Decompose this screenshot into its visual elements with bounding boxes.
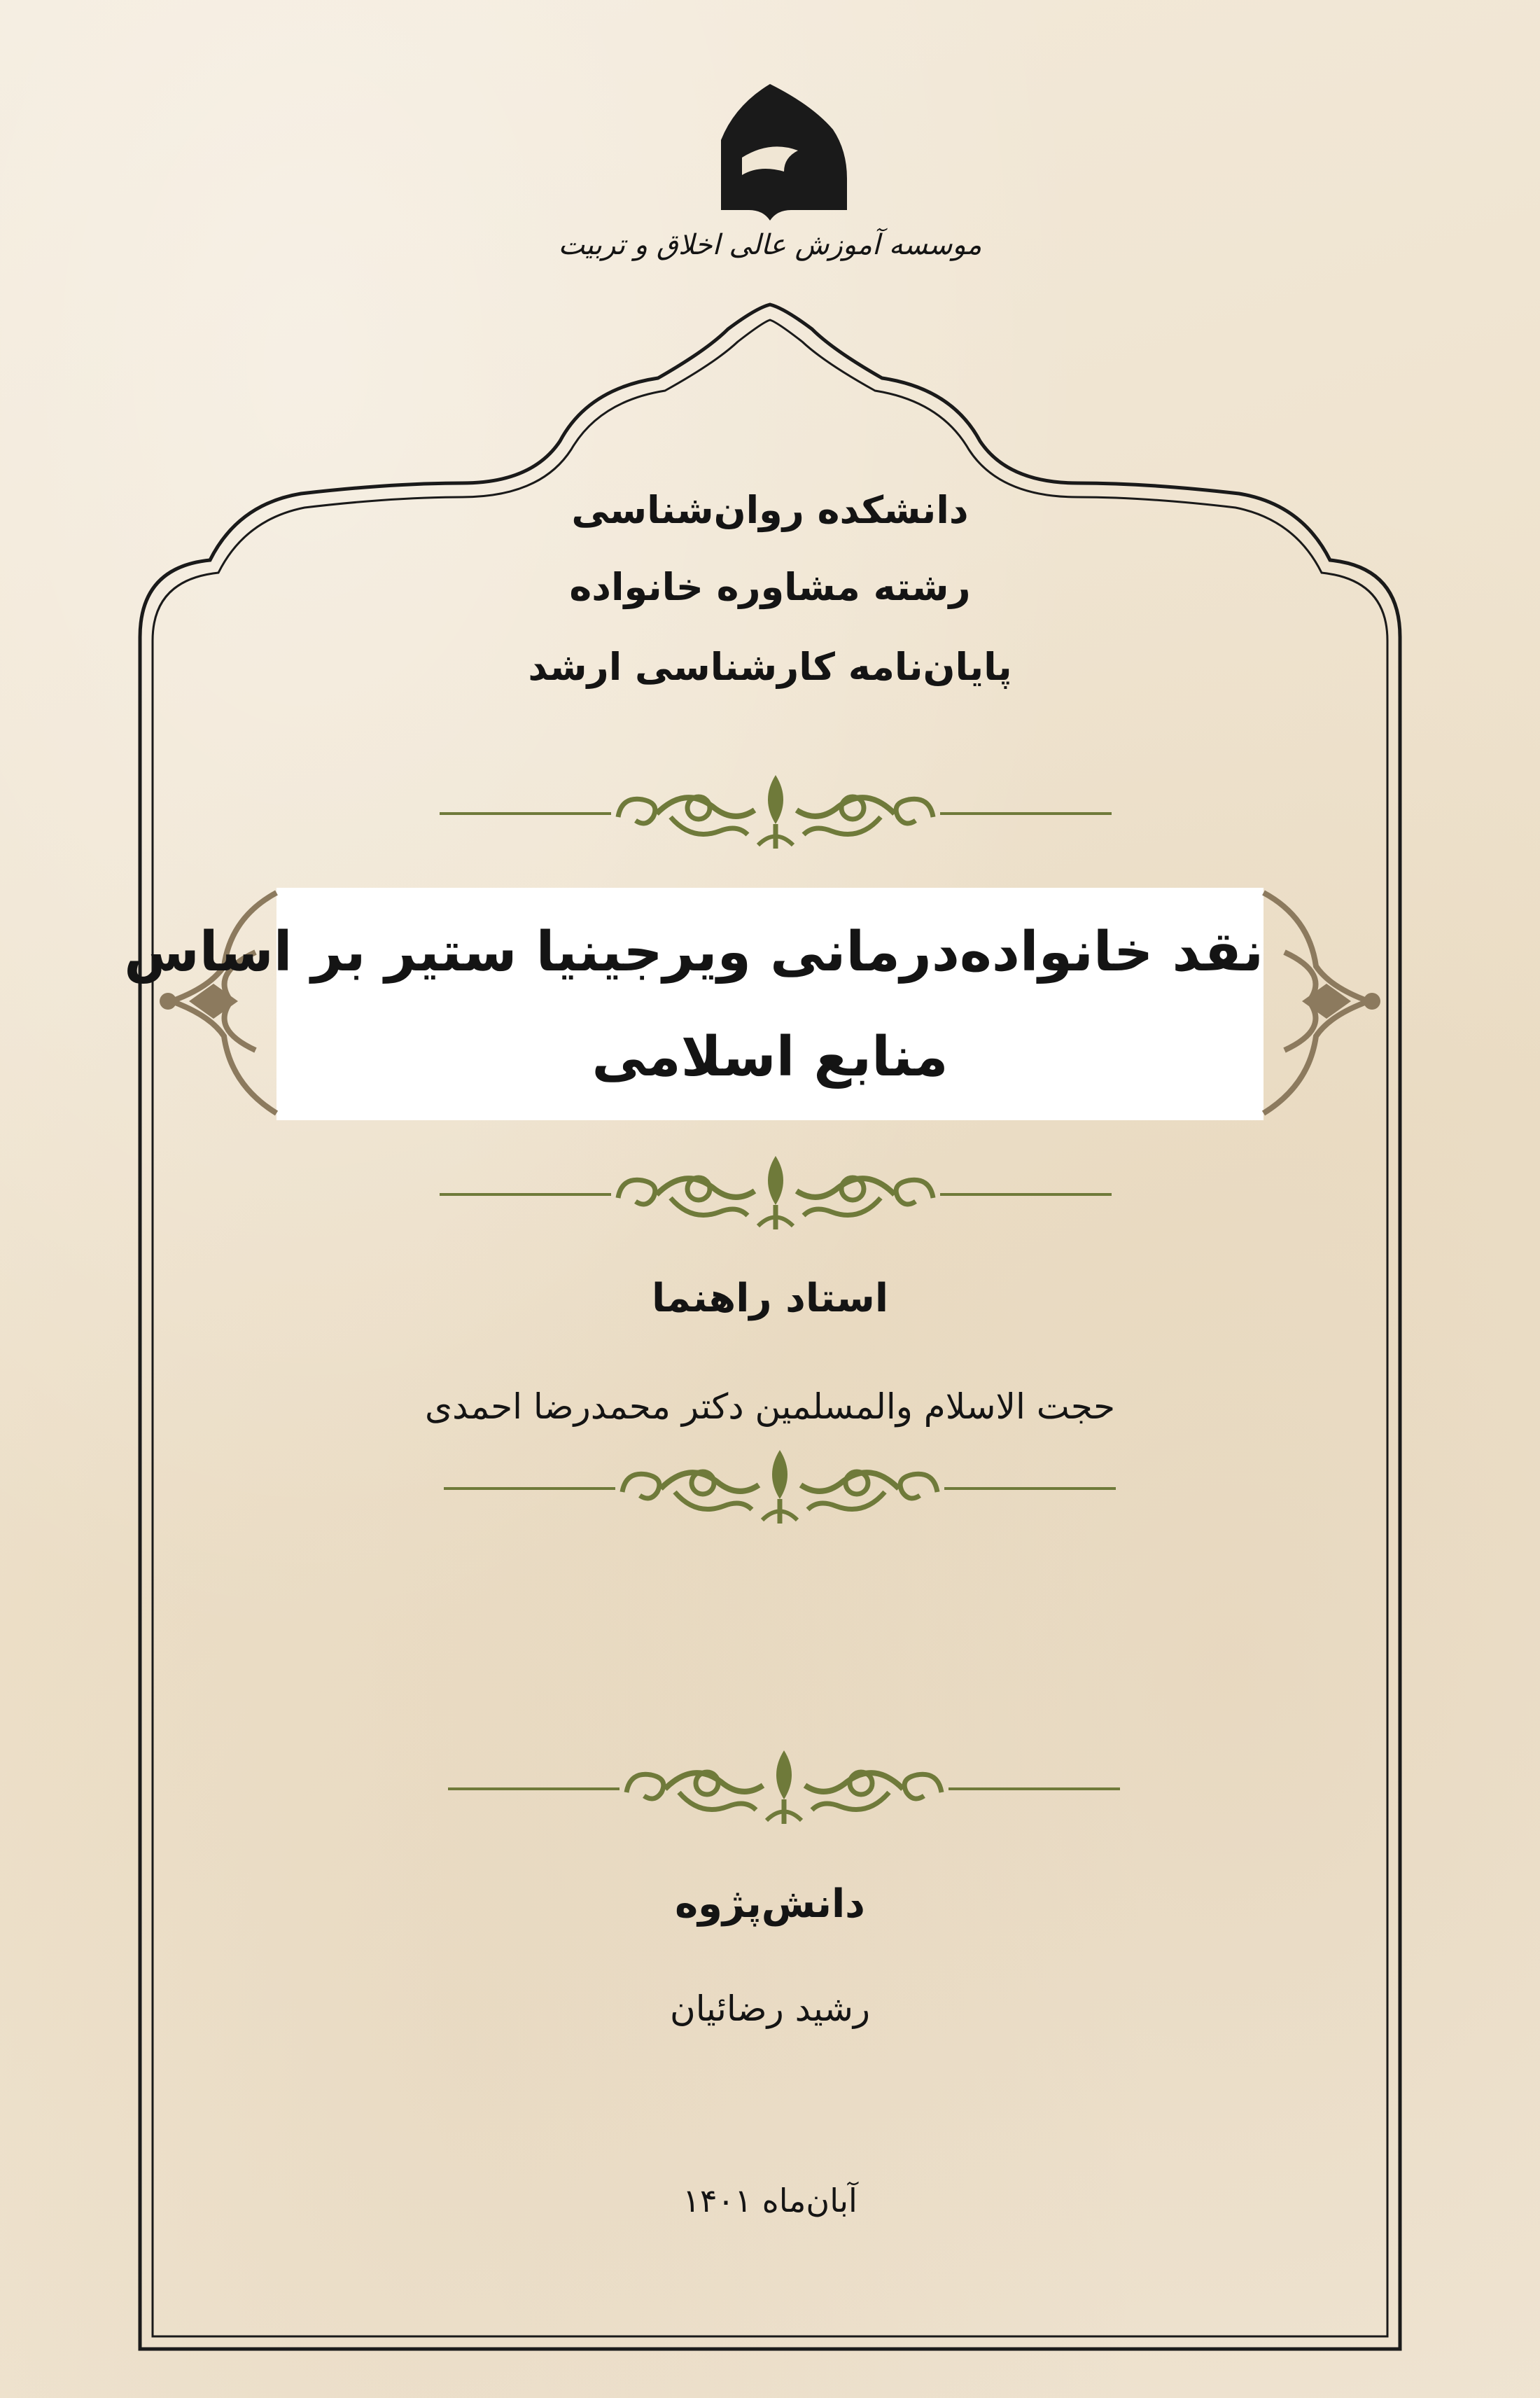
thesis-title-line1: نقد خانواده‌درمانی ویرجینیا ستیر بر اساس <box>124 921 1264 984</box>
researcher-label: دانش‌پژوه <box>675 1881 865 1927</box>
faculty-name: دانشکده روان‌شناسی <box>571 488 969 532</box>
thesis-title-line2: منابع اسلامی <box>592 1026 948 1089</box>
supervisor-label: استاد راهنما <box>651 1276 889 1321</box>
submission-date: آبان‌ماه ۱۴۰۱ <box>682 2182 858 2219</box>
field-name: رشته مشاوره خانواده <box>569 565 971 609</box>
researcher-name: رشید رضائیان <box>669 1988 871 2029</box>
institution-name: موسسه آموزش عالی اخلاق و تربیت <box>558 229 982 261</box>
supervisor-name: حجت الاسلام والمسلمین دکتر محمدرضا احمدی <box>424 1386 1116 1427</box>
degree-name: پایان‌نامه کارشناسی ارشد <box>528 645 1012 689</box>
